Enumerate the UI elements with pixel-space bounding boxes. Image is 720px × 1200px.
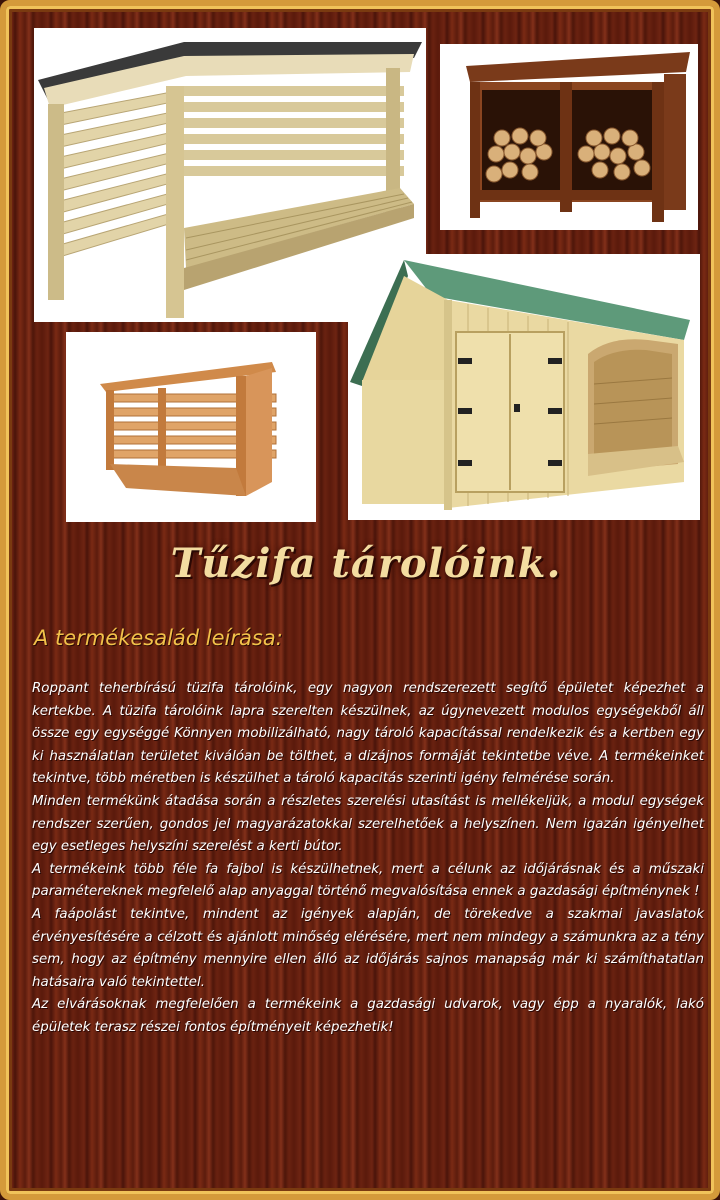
paragraph: A termékeink több féle fa fajbol is készülhetnek, mert a célunk az időjárásnak és a műszaki paramétereknek megfelelő alap anyaggal történő megvalósítása ennek a gazdasági építménynek ! <box>32 861 704 900</box>
small-shed-illustration <box>66 332 316 522</box>
section-heading: A termékesalád leírása: <box>34 626 283 650</box>
product-photo-small-woodshed <box>66 332 316 522</box>
product-photo-storage-woodshed <box>348 254 700 520</box>
storage-shed-illustration <box>348 254 700 520</box>
page-title: Tűzifa tárolóink. <box>170 540 562 587</box>
paragraph: A faápolást tekintve, mindent az igények alapján, de törekedve a szakmai javaslatok érvényesítésére a célzott és ajánlott minőség elérésére, mert nem mindegy a számunkra az a tény sem, hogy az építmény mennyire ellen álló az időjárás sajnos manapság már ki számíthatatlan hatásaira való tekintettel. <box>32 906 704 990</box>
paragraph: Minden termékünk átadása során a részletes szerelési utasítást is mellékeljük, a modul egységek rendszer szerűen, gondos jel magyarázatokkal szerelhetőek a helyszínen. Nem igazán igényelhet egy esetleges helyszíni szerelést a kerti bútor. <box>32 793 704 855</box>
product-photo-stained-woodshed <box>440 44 698 230</box>
description-text <box>32 678 704 1040</box>
paragraph: Az elvárásoknak megfelelően a termékeink a gazdasági udvarok, vagy épp a nyaralók, lakó épületek terasz részei fontos építményeit képezhetik! <box>32 997 704 1035</box>
firewood-shed-illustration <box>440 44 698 230</box>
paragraph: Roppant teherbírású tüzifa tárolóink, egy nagyon rendszerezett segítő épületet képezhet a kertekbe. A tüzifa tárolóink lapra szerelten készülnek, az úgynevezett modulos egységekből áll össze egy egységgé Könnyen mobilizálható, nagy tároló kapacítással rendelkezik és a kertben egy ki használatlan területet kiválóan be tölthet, a dizájnos formáját tekintetbe véve. A termékeinket tekintve, több méretben is készülhet a tároló kapacitás szerinti igény felmérése során. <box>32 681 704 787</box>
